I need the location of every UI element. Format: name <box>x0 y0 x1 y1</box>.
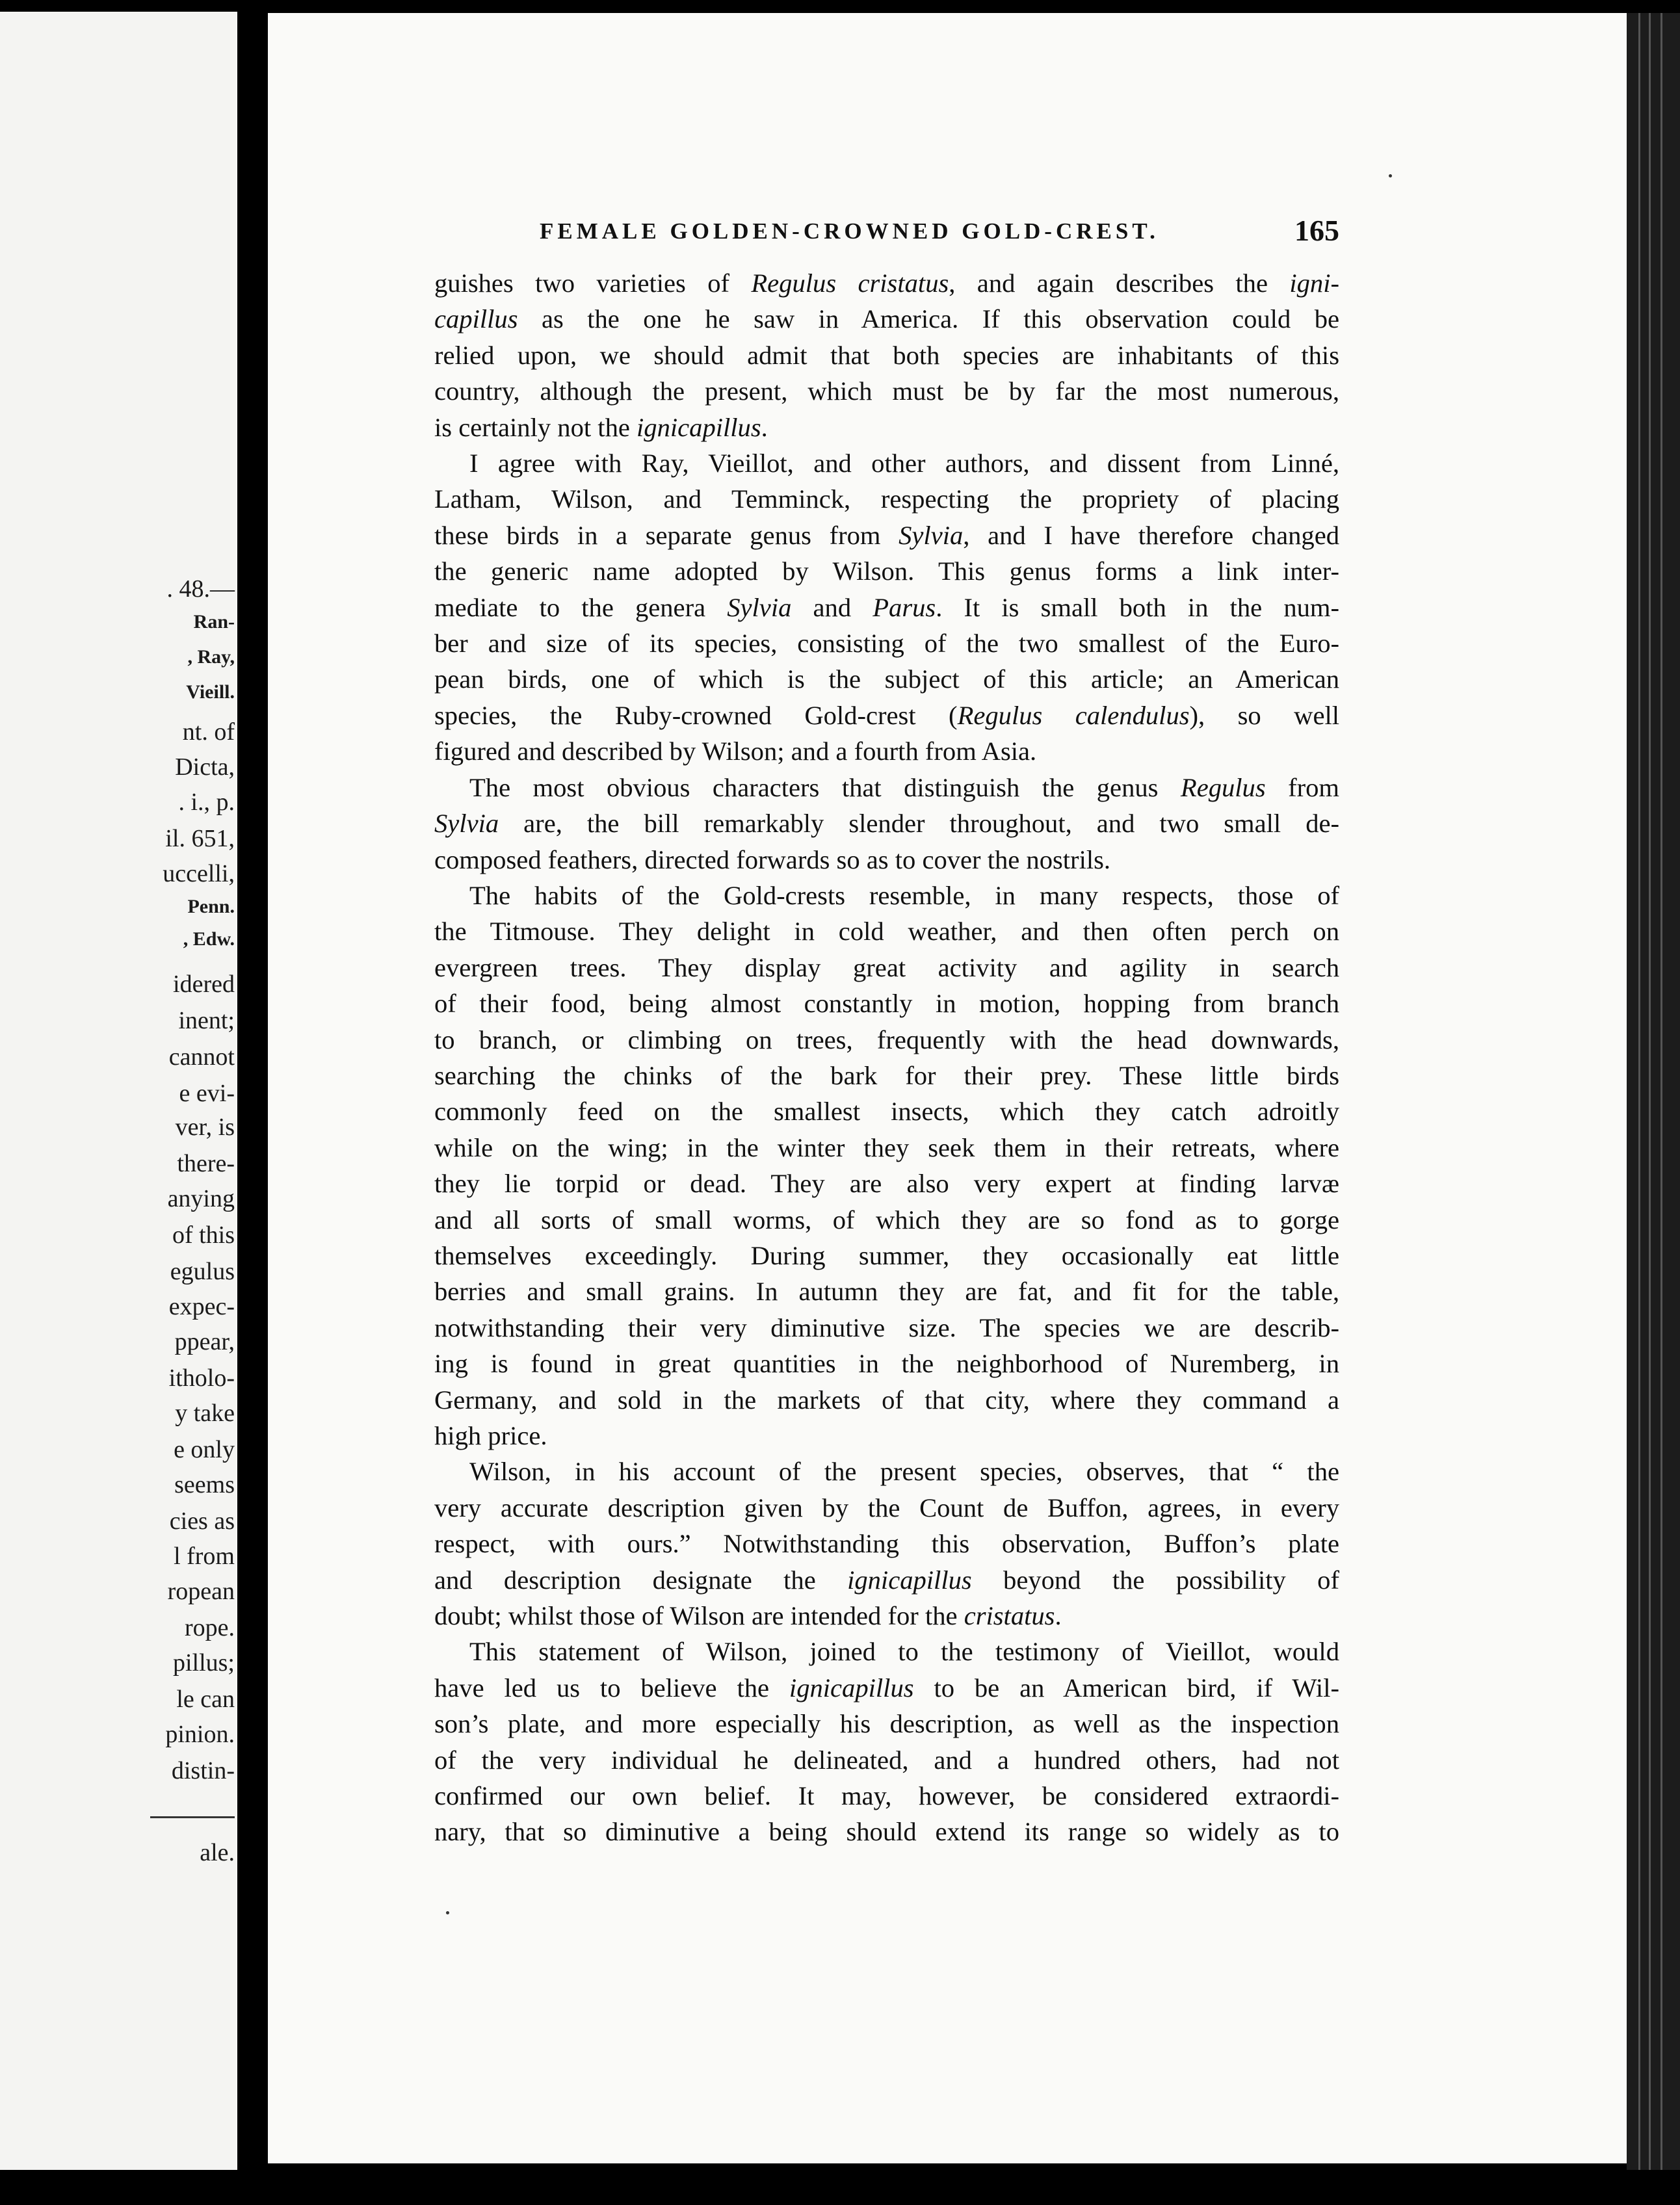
text-line: pean birds, one of which is the subject of this article; an American <box>434 664 1339 694</box>
text-line: capillus as the one he saw in America. If this observation could be <box>434 304 1339 334</box>
previous-page-fragment: pinion. <box>165 1721 235 1748</box>
text-line: species, the Ruby-crowned Gold-crest (Regulus calendulus), so well <box>434 700 1339 730</box>
text-line: evergreen trees. They display great activity and agility in search <box>434 952 1339 982</box>
previous-page-fragment: Vieill. <box>186 681 235 703</box>
text-line: to branch, or climbing on trees, frequently with the head downwards, <box>434 1024 1339 1054</box>
paragraph <box>434 265 1339 445</box>
paragraph <box>434 1634 1339 1849</box>
running-title: FEMALE GOLDEN-CROWNED GOLD-CREST. <box>540 218 1159 244</box>
text-line: country, although the present, which must be by far the most numerous, <box>434 376 1339 406</box>
text-line: figured and described by Wilson; and a fourth from Asia. <box>434 737 1037 766</box>
previous-page-fragment: anying <box>167 1185 235 1212</box>
text-line: relied upon, we should admit that both species are inhabitants of this <box>434 340 1339 370</box>
page-stack-edge <box>1627 13 1680 2205</box>
previous-page-fragment: nt. of <box>182 718 235 746</box>
text-line: composed feathers, directed forwards so as to cover the nostrils. <box>434 844 1111 874</box>
previous-page-fragment: il. 651, <box>165 825 235 852</box>
paragraph <box>434 445 1339 770</box>
text-line: confirmed our own belief. It may, however, be considered extraordi- <box>434 1781 1339 1811</box>
previous-page-fragment: of this <box>172 1221 235 1249</box>
previous-page-fragment: itholo- <box>168 1364 235 1392</box>
previous-page-fragment: ver, is <box>175 1114 235 1141</box>
text-line: have led us to believe the ignicapillus to be an American bird, if Wil- <box>434 1673 1339 1703</box>
text-line: very accurate description given by the Count de Buffon, agrees, in every <box>434 1493 1339 1522</box>
previous-page-edge <box>0 12 237 2174</box>
text-line: they lie torpid or dead. They are also very expert at finding larvæ <box>434 1169 1339 1199</box>
text-line: Wilson, in his account of the present species, observes, that “ the <box>469 1457 1339 1487</box>
text-line: high price. <box>434 1421 547 1450</box>
body-text <box>434 265 1339 1850</box>
text-line: of their food, being almost constantly in motion, hopping from branch <box>434 989 1339 1019</box>
text-line: while on the wing; in the winter they seek them in their retreats, where <box>434 1132 1339 1162</box>
book-gutter <box>237 0 271 2205</box>
previous-page-fragment: e evi- <box>179 1080 235 1107</box>
previous-page-fragment: ropean <box>167 1578 235 1605</box>
paragraph <box>434 770 1339 878</box>
previous-page-fragment: y take <box>175 1400 235 1427</box>
previous-page-fragment: there- <box>177 1150 235 1177</box>
text-line: and all sorts of small worms, of which they are so fond as to gorge <box>434 1205 1339 1234</box>
previous-page-fragment: Penn. <box>187 896 235 917</box>
previous-page-fragment: expec- <box>168 1293 235 1320</box>
text-line: commonly feed on the smallest insects, which they catch adroitly <box>434 1097 1339 1127</box>
text-line: themselves exceedingly. During summer, they occasionally eat little <box>434 1240 1339 1270</box>
text-line: ing is found in great quantities in the neighborhood of Nuremberg, in <box>434 1349 1339 1379</box>
text-line: is certainly not the ignicapillus. <box>434 412 768 442</box>
text-line: the Titmouse. They delight in cold weather, and then often perch on <box>434 917 1339 946</box>
footnote-rule <box>150 1816 235 1818</box>
text-line: guishes two varieties of Regulus cristatus, and again describes the igni- <box>434 268 1339 298</box>
previous-page-fragment: uccelli, <box>163 860 235 887</box>
previous-page-fragment: . 48.— <box>166 575 235 603</box>
text-line: notwithstanding their very diminutive size. The species we are describ- <box>434 1312 1339 1342</box>
text-line: respect, with ours.” Notwithstanding this observation, Buffon’s plate <box>434 1529 1339 1559</box>
previous-page-fragment: pillus; <box>172 1649 235 1677</box>
previous-page-fragment: Dicta, <box>175 753 235 781</box>
text-line: and description designate the ignicapillus beyond the possibility of <box>434 1565 1339 1595</box>
page-number: 165 <box>1294 214 1339 247</box>
paragraph <box>434 878 1339 1454</box>
text-line: doubt; whilst those of Wilson are intended for the cristatus. <box>434 1601 1062 1631</box>
previous-page-fragment: e only <box>174 1436 235 1463</box>
text-line: the generic name adopted by Wilson. This genus forms a link inter- <box>434 556 1339 586</box>
previous-page-fragment: rope. <box>184 1614 235 1641</box>
text-line: Germany, and sold in the markets of that city, where they command a <box>434 1385 1339 1415</box>
scan-speck <box>446 1911 449 1914</box>
text-line: searching the chinks of the bark for their prey. These little birds <box>434 1060 1339 1090</box>
text-line: mediate to the genera Sylvia and Parus. It is small both in the num- <box>434 592 1339 622</box>
text-line: The most obvious characters that distinguish the genus Regulus from <box>469 772 1339 802</box>
previous-page-fragment: seems <box>174 1471 235 1498</box>
paragraph <box>434 1454 1339 1634</box>
text-line: nary, that so diminutive a being should extend its range so widely as to <box>434 1817 1339 1847</box>
scan-bottom-border <box>0 2170 1680 2205</box>
previous-page-fragment: , Ray, <box>187 646 235 668</box>
text-line: Latham, Wilson, and Temminck, respecting the propriety of placing <box>434 484 1339 514</box>
text-line: these birds in a separate genus from Sylvia, and I have therefore changed <box>434 520 1339 550</box>
previous-page-fragment: le can <box>176 1686 235 1713</box>
previous-page-fragment: , Edw. <box>183 928 235 950</box>
previous-page-fragment: ppear, <box>174 1328 235 1355</box>
previous-page-fragment: distin- <box>171 1757 235 1784</box>
running-head <box>540 213 1339 252</box>
text-line: Sylvia are, the bill remarkably slender throughout, and two small de- <box>434 809 1339 839</box>
text-line: son’s plate, and more especially his description, as well as the inspection <box>434 1709 1339 1739</box>
text-line: This statement of Wilson, joined to the testimony of Vieillot, would <box>469 1637 1339 1667</box>
previous-page-fragment: inent; <box>178 1007 235 1034</box>
text-line: berries and small grains. In autumn they are fat, and fit for the table, <box>434 1277 1339 1307</box>
previous-page-fragment: cannot <box>168 1043 235 1071</box>
previous-page-fragment: Ran- <box>193 611 235 633</box>
previous-page-fragment: ale. <box>200 1839 235 1866</box>
text-line: The habits of the Gold-crests resemble, in many respects, those of <box>469 880 1339 910</box>
text-line: I agree with Ray, Vieillot, and other authors, and dissent from Linné, <box>469 449 1339 478</box>
previous-page-fragment: idered <box>173 971 235 998</box>
scan-speck <box>1389 174 1392 177</box>
previous-page-fragment: cies as <box>169 1507 235 1535</box>
previous-page-fragment: egulus <box>170 1258 235 1285</box>
text-line: ber and size of its species, consisting of the two smallest of the Euro- <box>434 629 1339 659</box>
previous-page-fragment: l from <box>174 1543 235 1570</box>
text-line: of the very individual he delineated, and a hundred others, had not <box>434 1745 1339 1775</box>
previous-page-fragment: . i., p. <box>178 789 235 816</box>
